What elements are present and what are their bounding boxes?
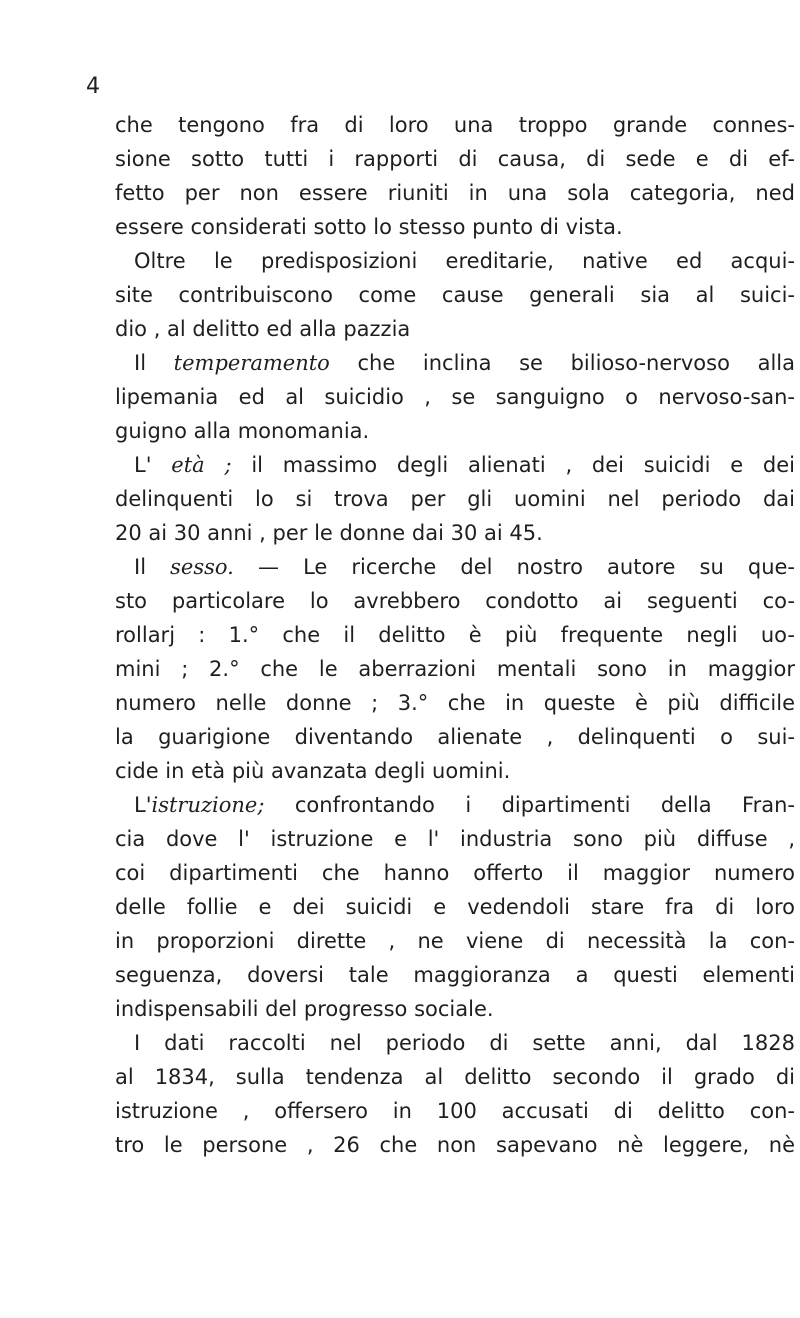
line-text: site contribuiscono come cause generali sia al suici- <box>115 283 795 307</box>
text-line <box>134 350 795 376</box>
line-text: — Le ricerche del nostro autore su que- <box>233 555 796 579</box>
line-text: il massimo degli alienati , dei suicidi e dei <box>231 453 795 477</box>
line-text: fetto per non essere riuniti in una sola categoria, ned <box>115 181 795 205</box>
line-text: coi dipartimenti che hanno offerto il maggior numero <box>115 861 795 885</box>
text-line <box>115 622 795 648</box>
text-line <box>134 792 795 818</box>
text-line <box>134 1030 795 1056</box>
line-text: che inclina se bilioso-nervoso alla <box>329 351 795 375</box>
text-line <box>115 180 795 206</box>
line-text: che tengono fra di loro una troppo grande connes- <box>115 113 795 137</box>
line-text: confrontando i dipartimenti della Fran- <box>264 793 795 817</box>
line-text: sto particolare lo avrebbero condotto ai seguenti co- <box>115 589 795 613</box>
line-text: al 1834, sulla tendenza al delitto secondo il grado di <box>115 1065 795 1089</box>
line-text: I dati raccolti nel periodo di sette anni, dal 1828 <box>134 1031 795 1055</box>
page-number: 4 <box>86 74 100 99</box>
text-line <box>115 1132 795 1158</box>
line-text: seguenza, doversi tale maggioranza a questi elementi <box>115 963 795 987</box>
line-text: essere considerati sotto lo stesso punto di vista. <box>115 215 623 239</box>
text-line <box>115 690 795 716</box>
text-line <box>115 758 510 784</box>
italic-term: istruzione; <box>151 793 265 817</box>
line-text: istruzione , offersero in 100 accusati di delitto con- <box>115 1099 795 1123</box>
line-text: indispensabili del progresso sociale. <box>115 997 494 1021</box>
text-line <box>115 894 795 920</box>
line-text: mini ; 2.° che le aberrazioni mentali sono in maggior <box>115 657 795 681</box>
line-text: la guarigione diventando alienate , delinquenti o sui- <box>115 725 795 749</box>
text-line <box>134 452 795 478</box>
text-line <box>115 860 795 886</box>
text-line <box>115 520 543 546</box>
text-line <box>115 384 795 410</box>
text-line <box>115 146 795 172</box>
text-line <box>115 588 795 614</box>
italic-term: temperamento <box>173 351 330 375</box>
line-text: guigno alla monomania. <box>115 419 370 443</box>
line-text: L' <box>134 453 172 477</box>
text-line <box>115 656 795 682</box>
text-line <box>115 418 369 444</box>
text-line <box>115 962 795 988</box>
line-text: sione sotto tutti i rapporti di causa, di sede e di ef- <box>115 147 795 171</box>
text-line <box>134 554 795 580</box>
text-line <box>115 826 795 852</box>
line-text: numero nelle donne ; 3.° che in queste è più difficile <box>115 691 795 715</box>
italic-term: età ; <box>171 453 232 477</box>
text-line <box>115 282 795 308</box>
line-text: delle follie e dei suicidi e vedendoli stare fra di loro <box>115 895 795 919</box>
line-text: 20 ai 30 anni , per le donne dai 30 ai 45. <box>115 521 543 545</box>
text-line <box>115 1098 795 1124</box>
text-line <box>115 112 795 138</box>
text-line <box>115 316 410 342</box>
line-text: Il <box>134 555 171 579</box>
line-text: delinquenti lo si trova per gli uomini nel periodo dai <box>115 487 795 511</box>
text-line <box>134 248 795 274</box>
line-text: rollarj : 1.° che il delitto è più frequente negli uo- <box>115 623 795 647</box>
line-text: tro le persone , 26 che non sapevano nè leggere, nè <box>115 1133 795 1157</box>
text-line <box>115 928 795 954</box>
line-text: L' <box>134 793 152 817</box>
line-text: lipemania ed al suicidio , se sanguigno o nervoso-san- <box>115 385 795 409</box>
line-text: in proporzioni dirette , ne viene di necessità la con- <box>115 929 795 953</box>
text-line <box>115 486 795 512</box>
text-line <box>115 724 795 750</box>
text-line <box>115 1064 795 1090</box>
line-text: dio , al delitto ed alla pazzia <box>115 317 411 341</box>
italic-term: sesso. <box>170 555 234 579</box>
line-text: cia dove l' istruzione e l' industria sono più diffuse , <box>115 827 795 851</box>
line-text: cide in età più avanzata degli uomini. <box>115 759 511 783</box>
line-text: Il <box>134 351 174 375</box>
line-text: Oltre le predisposizioni ereditarie, native ed acqui- <box>134 249 795 273</box>
text-line <box>115 996 494 1022</box>
text-line <box>115 214 623 240</box>
